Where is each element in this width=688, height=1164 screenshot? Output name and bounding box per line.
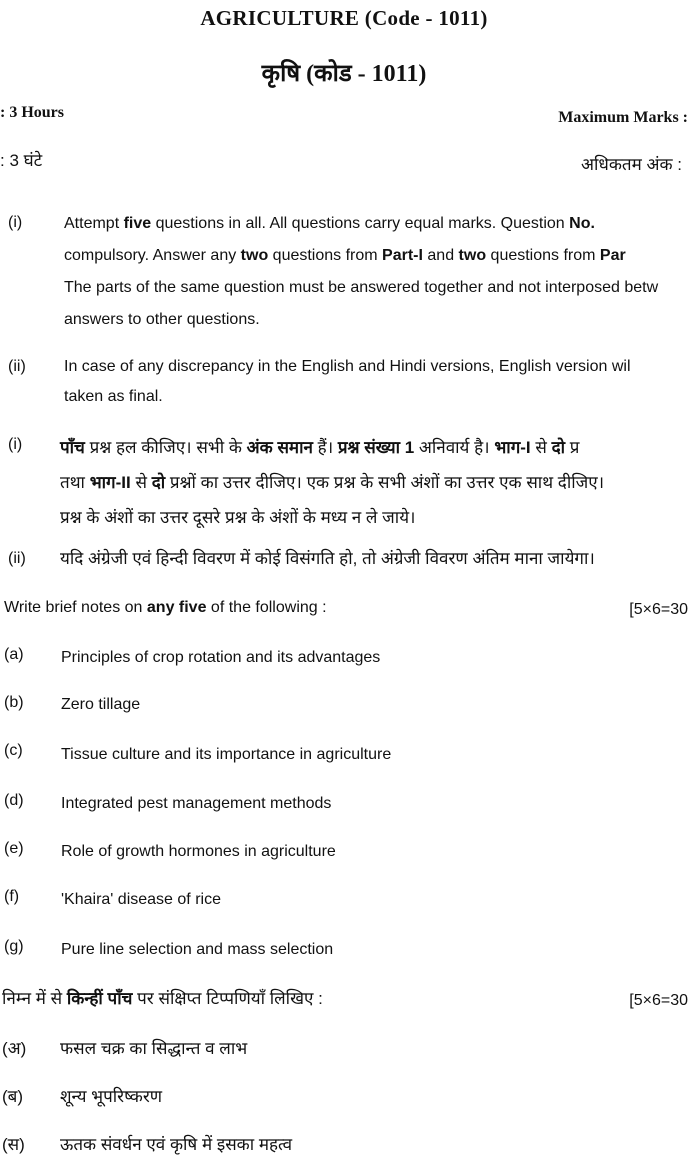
- item-label: (f): [4, 888, 20, 905]
- instruction-line: taken as final.: [64, 388, 163, 405]
- item-text: ऊतक संवर्धन एवं कृषि में इसका महत्व: [60, 1135, 293, 1154]
- instruction-number: (ii): [8, 550, 26, 567]
- item-text: Pure line selection and mass selection: [61, 941, 334, 958]
- item-label: (g): [4, 938, 24, 955]
- instruction-number: (i): [8, 436, 23, 453]
- item-text: Role of growth hormones in agriculture: [61, 843, 336, 860]
- instruction-number: (i): [8, 214, 23, 231]
- maximum-marks-hindi: अधिकतम अंक :: [581, 155, 682, 174]
- instruction-line: answers to other questions.: [64, 311, 260, 328]
- item-text: फसल चक्र का सिद्धान्त व लाभ: [60, 1039, 248, 1058]
- item-text: Integrated pest management methods: [61, 795, 332, 812]
- item-label: (d): [4, 792, 24, 809]
- item-label: (b): [4, 694, 24, 711]
- question-marks-hindi: [5×6=30: [629, 992, 688, 1009]
- instruction-block-english-1: [64, 208, 658, 336]
- instruction-number: (ii): [8, 358, 26, 375]
- question-prompt-hindi: निम्न में से किन्हीं पाँच पर संक्षिप्त टिप्पणियाँ लिखिए :: [2, 989, 323, 1008]
- instruction-line: In case of any discrepancy in the English and Hindi versions, English version wil: [64, 358, 631, 375]
- question-prompt-english: Write brief notes on any five of the following :: [4, 599, 327, 616]
- instruction-line: The parts of the same question must be answered together and not interposed betw: [64, 279, 659, 296]
- instruction-line: Attempt five questions in all. All questions carry equal marks. Question No.: [64, 215, 595, 232]
- item-text: 'Khaira' disease of rice: [61, 891, 221, 908]
- item-text: Tissue culture and its importance in agriculture: [61, 746, 392, 763]
- item-label: (अ): [2, 1039, 27, 1058]
- instruction-line: पाँच प्रश्न हल कीजिए। सभी के अंक समान हैं। प्रश्न संख्या 1 अनिवार्य है। भाग-I से दो प्र: [60, 438, 580, 457]
- item-text: शून्य भूपरिष्करण: [60, 1087, 163, 1106]
- instruction-line: compulsory. Answer any two questions from Part-I and two questions from Par: [64, 247, 626, 264]
- item-label: (a): [4, 646, 24, 663]
- item-text: Principles of crop rotation and its advantages: [61, 649, 381, 666]
- item-label: (ब): [2, 1087, 24, 1106]
- maximum-marks-english: Maximum Marks :: [558, 109, 688, 126]
- time-allowed-english: : 3 Hours: [0, 104, 64, 121]
- item-label: (c): [4, 742, 23, 759]
- item-label: (स): [2, 1135, 25, 1154]
- instruction-block-english-2: [64, 352, 631, 412]
- instruction-line: प्रश्न के अंशों का उत्तर दूसरे प्रश्न के अंशों के मध्य न ले जाये।: [60, 508, 416, 527]
- instruction-block-hindi-1: [60, 430, 604, 535]
- item-text: Zero tillage: [61, 696, 141, 713]
- instruction-line: तथा भाग-II से दो प्रश्नों का उत्तर दीजिए। एक प्रश्न के सभी अंशों का उत्तर एक साथ दीजिए।: [60, 473, 605, 492]
- question-marks-english: [5×6=30: [629, 601, 688, 618]
- paper-title-english: AGRICULTURE (Code - 1011): [200, 6, 488, 30]
- time-allowed-hindi: : 3 घंटे: [0, 151, 43, 170]
- item-label: (e): [4, 840, 24, 857]
- instruction-line: यदि अंग्रेजी एवं हिन्दी विवरण में कोई विसंगति हो, तो अंग्रेजी विवरण अंतिम माना जायेगा।: [60, 549, 595, 568]
- paper-title-hindi: कृषि (कोड - 1011): [261, 61, 427, 87]
